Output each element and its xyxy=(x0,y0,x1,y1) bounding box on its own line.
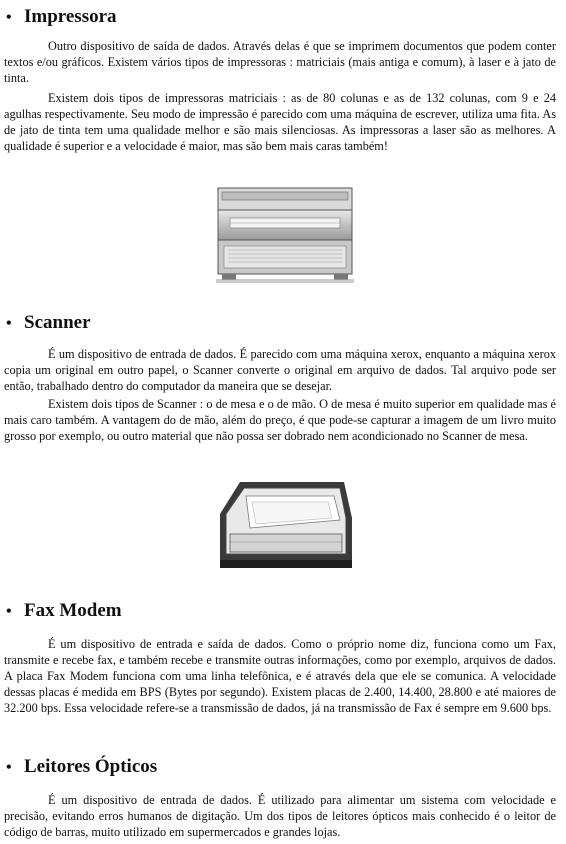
bullet-icon: • xyxy=(6,603,12,620)
section-title-leitores-opticos xyxy=(6,756,157,779)
scanner-illustration-icon xyxy=(216,478,356,574)
paragraph: Existem dois tipos de Scanner : o de mesa e o de mão. O de mesa é muito superior em qualidade mas é mais caro também. A vantagem do de mão, além do preço, é que pode-se capturar a imagem de um livro muito grosso por exemplo, ou outro material que não possa ser dobrado nem acondicionado no Scanner de mesa. xyxy=(4,397,556,443)
section-title-fax-modem xyxy=(6,600,122,623)
paragraph: É um dispositivo de entrada de dados. É utilizado para alimentar um sistema com velocidade e precisão, evitando erros humanos de digitação. Um dos tipos de leitores ópticos mais conhecido é o leitor de código de barras, muito utilizado em supermercados e grandes lojas. xyxy=(4,793,556,839)
section-title-impressora xyxy=(6,6,117,29)
printer-illustration-icon xyxy=(212,182,358,286)
section-title-scanner xyxy=(6,312,91,335)
section-title-text: Leitores Ópticos xyxy=(24,756,158,777)
bullet-icon: • xyxy=(6,759,12,776)
bullet-icon: • xyxy=(6,9,12,26)
section-title-text: Impressora xyxy=(24,6,117,27)
paragraph: É um dispositivo de entrada de dados. É parecido com uma máquina xerox, enquanto a máquina xerox copia um original em outro papel, o Scanner converte o original em arquivo de dados. Tal arquivo pode ser então, trabalhado dentro do computador da maneira que se desejar. xyxy=(4,347,556,393)
paragraph: Outro dispositivo de saída de dados. Através delas é que se imprimem documentos que podem conter textos e/ou gráficos. Existem vários tipos de impressoras : matriciais (mais antiga e comum), à laser e à jato de tinta. xyxy=(4,39,556,85)
section-title-text: Scanner xyxy=(24,312,91,333)
paragraph: Existem dois tipos de impressoras matriciais : as de 80 colunas e as de 132 colunas, com 9 e 24 agulhas respectivamente. Seu modo de impressão é parecido com uma máquina de escrever, utiliza uma fita. As de jato de tinta tem uma qualidade melhor e são mais silenciosas. As impressoras a laser são as melhores. A qualidade é superior e a velocidade é maior, mas são bem mais caras também! xyxy=(4,91,556,153)
paragraph: É um dispositivo de entrada e saída de dados. Como o próprio nome diz, funciona como um Fax, transmite e recebe fax, e também recebe e transmite outras informações, como por exemplo, arquivos de dados. A placa Fax Modem funciona com uma linha telefônica, e é através dela que ele se comunica. A velocidade dessas placas é medida em BPS (Bytes por segundo). Existem placas de 2.400, 14.400, 28.800 e até maiores de 32.200 bps. Essa velocidade refere-se a transmissão de dados, já na transmissão de Fax é sempre em 9.600 bps. xyxy=(4,637,556,715)
section-title-text: Fax Modem xyxy=(24,600,122,621)
bullet-icon: • xyxy=(6,315,12,332)
